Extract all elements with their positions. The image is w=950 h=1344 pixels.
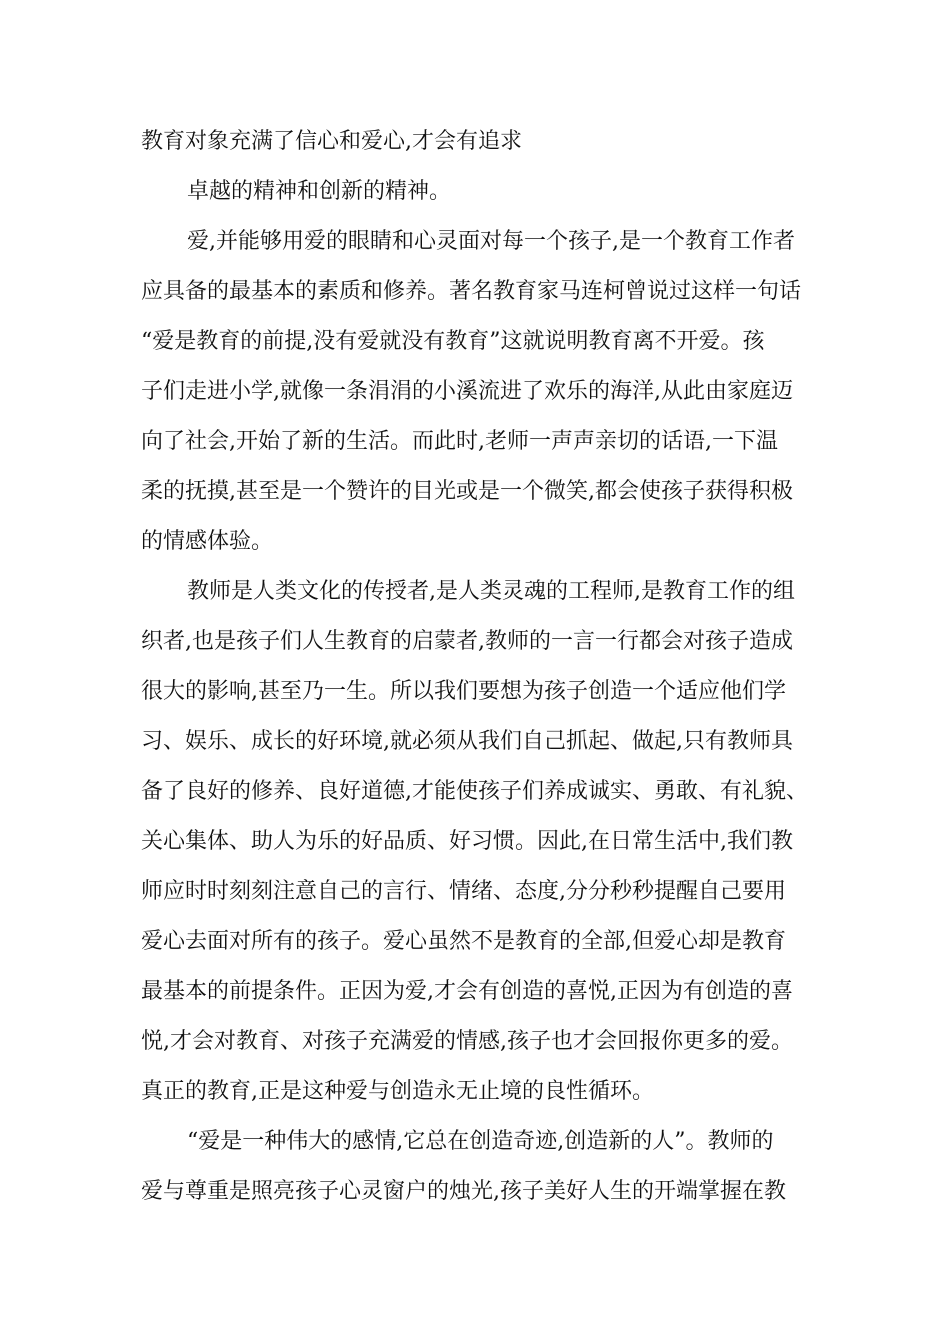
text-line: 备了良好的修养、良好道德,才能使孩子们养成诚实、勇敢、有礼貌、 [141, 779, 808, 804]
text-line: 向了社会,开始了新的生活。而此时,老师一声声亲切的话语,一下温 [141, 429, 778, 454]
text-line: 织者,也是孩子们人生教育的启蒙者,教师的一言一行都会对孩子造成 [141, 629, 793, 654]
text-line: 教师是人类文化的传授者,是人类灵魂的工程师,是教育工作的组 [187, 579, 795, 604]
text-line: 应具备的最基本的素质和修养。著名教育家马连柯曾说过这样一句话 [141, 279, 802, 304]
text-line: 教育对象充满了信心和爱心,才会有追求 [141, 129, 522, 154]
text-line: “爱是教育的前提,没有爱就没有教育”这就说明教育离不开爱。孩 [141, 329, 765, 354]
text-line: 真正的教育,正是这种爱与创造永无止境的良性循环。 [141, 1079, 654, 1104]
text-line: 爱心去面对所有的孩子。爱心虽然不是教育的全部,但爱心却是教育 [141, 929, 786, 954]
text-line: 卓越的精神和创新的精神。 [187, 179, 452, 204]
text-line: 爱与尊重是照亮孩子心灵窗户的烛光,孩子美好人生的开端掌握在教 [141, 1179, 786, 1204]
text-line: 爱,并能够用爱的眼睛和心灵面对每一个孩子,是一个教育工作者 [187, 229, 795, 254]
text-line: 习、娱乐、成长的好环境,就必须从我们自己抓起、做起,只有教师具 [141, 729, 793, 754]
text-line: 师应时时刻刻注意自己的言行、情绪、态度,分分秒秒提醒自己要用 [141, 879, 786, 904]
text-line: 关心集体、助人为乐的好品质、好习惯。因此,在日常生活中,我们教 [141, 829, 793, 854]
text-line: 最基本的前提条件。正因为爱,才会有创造的喜悦,正因为有创造的喜 [141, 979, 793, 1004]
text-line: “爱是一种伟大的感情,它总在创造奇迹,创造新的人”。教师的 [187, 1129, 774, 1154]
text-line: 的情感体验。 [141, 529, 274, 554]
text-line: 子们走进小学,就像一条涓涓的小溪流进了欢乐的海洋,从此由家庭迈 [141, 379, 793, 404]
text-line: 柔的抚摸,甚至是一个赞许的目光或是一个微笑,都会使孩子获得积极 [141, 479, 793, 504]
text-line: 很大的影响,甚至乃一生。所以我们要想为孩子创造一个适应他们学 [141, 679, 786, 704]
text-line: 悦,才会对教育、对孩子充满爱的情感,孩子也才会回报你更多的爱。 [141, 1029, 793, 1054]
